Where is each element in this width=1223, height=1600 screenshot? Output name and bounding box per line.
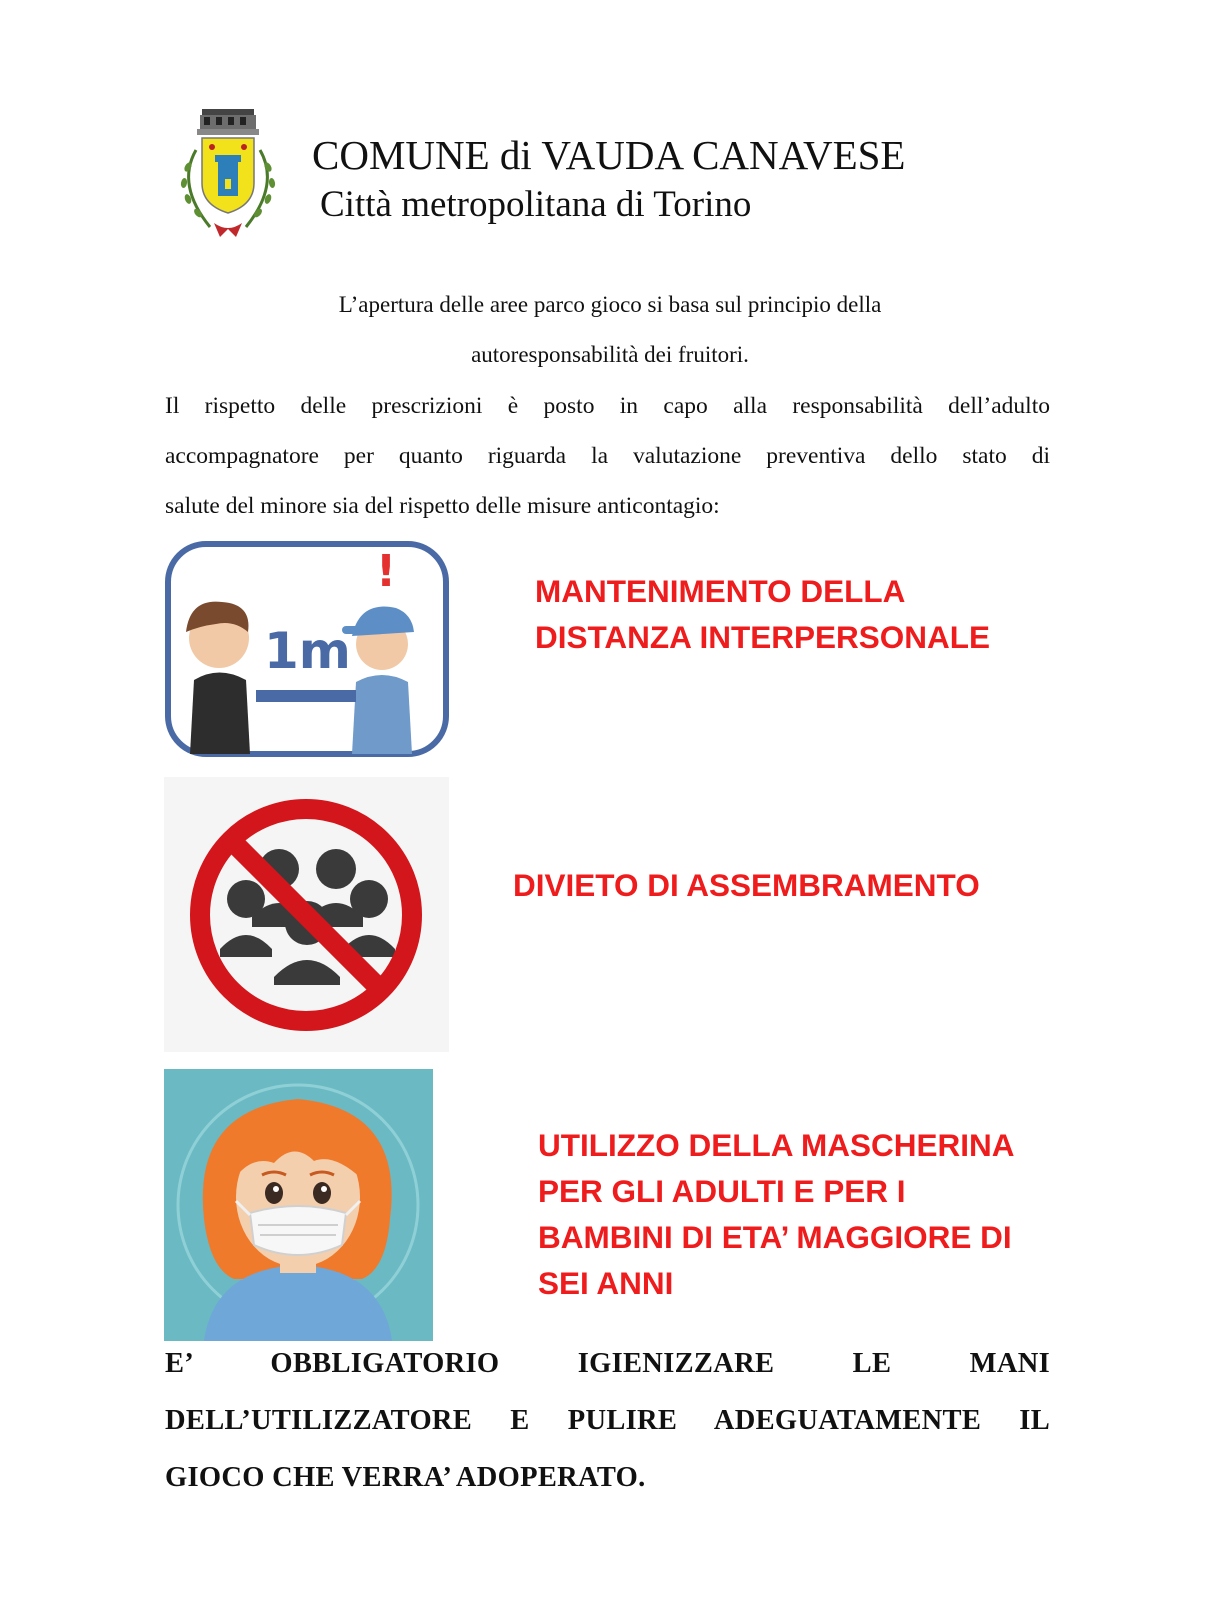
coat-of-arms-icon [170,105,285,240]
municipality-title: COMUNE di VAUDA CANAVESE [312,132,906,178]
social-distance-icon [164,540,450,758]
child-mask-icon [164,1069,433,1341]
distance-label: 1m [264,622,351,680]
municipality-subtitle: Città metropolitana di Torino [320,184,752,225]
no-gathering-icon [164,777,449,1052]
intro-line-2: autoresponsabilità dei fruitori. [471,342,749,367]
rule-distance-text: MANTENIMENTO DELLA DISTANZA INTERPERSONALE [535,573,991,655]
footer-line-3: GIOCO CHE VERRA’ ADOPERATO. [165,1462,646,1493]
intro-line-5: salute del minore sia del rispetto delle misure anticontagio: [165,493,720,519]
intro-line-1: L’apertura delle aree parco gioco si basa sul principio della [338,292,882,317]
alert-mark: ! [376,546,397,597]
rule-gathering-text: DIVIETO DI ASSEMBRAMENTO [513,867,980,903]
footer-line-2: DELL’UTILIZZATORE E PULIRE ADEGUATAMENTE IL [165,1405,1050,1436]
footer-line-1: E’ OBBLIGATORIO IGIENIZZARE LE MANI [165,1348,1050,1379]
intro-line-3: Il rispetto delle prescrizioni è posto in capo alla responsabilità dell’adulto [165,393,1050,419]
rule-mask-text: UTILIZZO DELLA MASCHERINA PER GLI ADULTI E PER I BAMBINI DI ETA’ MAGGIORE DI SEI ANNI [538,1127,1015,1301]
intro-line-4: accompagnatore per quanto riguarda la valutazione preventiva dello stato di [165,443,1050,469]
